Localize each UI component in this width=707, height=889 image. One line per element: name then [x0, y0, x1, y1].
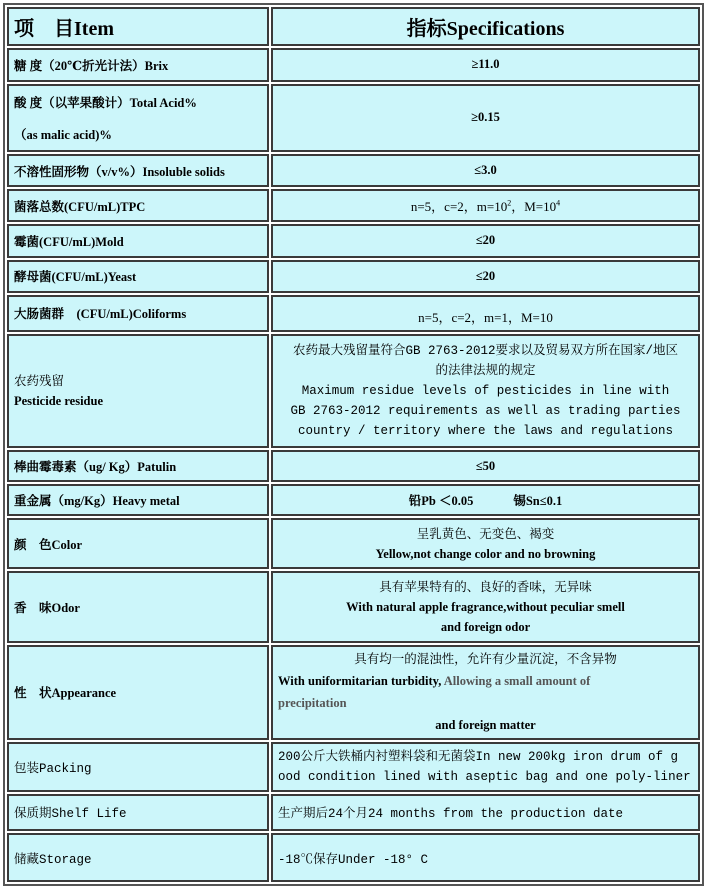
- spec-tpc: [271, 189, 700, 222]
- table-row: [7, 189, 700, 222]
- table-row: [7, 742, 700, 792]
- spec-tpc-big-m-exponent: 4: [556, 198, 561, 208]
- item-brix: 糖 度（20℃折光计法）Brix: [7, 48, 269, 81]
- item-acid-line2: （as malic acid)%: [14, 127, 112, 142]
- table-row: [7, 833, 700, 882]
- specification-table: [3, 3, 704, 886]
- spec-tpc-big-m: ，M=10: [511, 199, 557, 215]
- table-row: [7, 571, 700, 643]
- spec-odor-line3: and foreign odor: [440, 619, 531, 634]
- spec-appearance-line1: 具有均一的混浊性，允许有少量沉淀，不含异物: [354, 652, 617, 667]
- spec-yeast: ≤20: [271, 260, 700, 293]
- item-pesticide-line2: Pesticide residue: [14, 394, 103, 409]
- spec-odor-line2: With natural apple fragrance,without peculiar smell: [346, 599, 625, 614]
- table-row: [7, 260, 700, 293]
- spec-pesticide-line4: GB 2763-2012 requirements as well as trading parties: [290, 404, 681, 419]
- item-odor: 香 味Odor: [7, 571, 269, 643]
- header-item: 项 目Item: [7, 7, 269, 46]
- spec-appearance: [271, 645, 700, 740]
- spec-storage: -18℃保存Under -18° C: [271, 833, 700, 882]
- spec-pesticide-line5: country / territory where the laws and regulations: [297, 424, 674, 439]
- table-row: [7, 48, 700, 81]
- spec-heavy-metal: [271, 484, 700, 516]
- header-row: [7, 7, 700, 46]
- spec-shelf-life: 生产期后24个月24 months from the production date: [271, 794, 700, 831]
- table-row: [7, 450, 700, 482]
- table-row: [7, 295, 700, 332]
- table-row: [7, 334, 700, 448]
- spec-mold: ≤20: [271, 224, 700, 257]
- item-appearance: 性 状Appearance: [7, 645, 269, 740]
- spec-pesticide-line2: 的法律法规的规定: [435, 364, 536, 379]
- item-shelf-life: 保质期Shelf Life: [7, 794, 269, 831]
- spec-packing: [271, 742, 700, 792]
- item-pesticide: [7, 334, 269, 448]
- spec-pesticide-line1: 农药最大残留量符合GB 2763-2012要求以及贸易双方所在国家/地区: [292, 344, 679, 359]
- spec-color-line2: Yellow,not change color and no browning: [375, 546, 596, 561]
- item-color: 颜 色Color: [7, 518, 269, 569]
- spec-acid: ≥0.15: [271, 84, 700, 152]
- spec-appearance-line2a: With uniformitarian turbidity,: [278, 674, 444, 689]
- spec-color: [271, 518, 700, 569]
- spec-insoluble: ≤3.0: [271, 154, 700, 187]
- item-mold: 霉菌(CFU/mL)Mold: [7, 224, 269, 257]
- item-storage: 储藏Storage: [7, 833, 269, 882]
- item-coliforms: 大肠菌群 (CFU/mL)Coliforms: [7, 295, 269, 332]
- spec-odor-line1: 具有苹果特有的、良好的香味，无异味: [379, 579, 592, 594]
- spec-tpc-m: n=5，c=2，m=10: [410, 199, 508, 215]
- table-row: [7, 224, 700, 257]
- item-acid: [7, 84, 269, 152]
- table-row: [7, 484, 700, 516]
- item-acid-line1: 酸 度（以苹果酸计）Total Acid%: [14, 95, 197, 110]
- spec-odor: [271, 571, 700, 643]
- item-patulin: 棒曲霉毒素（ug/ Kg）Patulin: [7, 450, 269, 482]
- item-insoluble: 不溶性固形物（v/v%）Insoluble solids: [7, 154, 269, 187]
- spec-brix: ≥11.0: [271, 48, 700, 81]
- spec-color-line1: 呈乳黄色、无变色、褐变: [416, 526, 555, 541]
- spec-tpc-m-exponent: 2: [507, 198, 512, 208]
- item-yeast: 酵母菌(CFU/mL)Yeast: [7, 260, 269, 293]
- spec-appearance-line2: [278, 670, 693, 692]
- spec-pesticide: [271, 334, 700, 448]
- spec-pesticide-line3: Maximum residue levels of pesticides in line with: [301, 384, 670, 399]
- header-specifications: 指标Specifications: [271, 7, 700, 46]
- spec-appearance-line4: and foreign matter: [435, 718, 536, 733]
- item-tpc: 菌落总数(CFU/mL)TPC: [7, 189, 269, 222]
- table-row: [7, 84, 700, 152]
- table-row: [7, 518, 700, 569]
- table-row: [7, 154, 700, 187]
- item-packing: 包装Packing: [7, 742, 269, 792]
- item-pesticide-line1: 农药残留: [14, 374, 65, 389]
- spec-appearance-line3: precipitation: [278, 696, 347, 711]
- spec-patulin: ≤50: [271, 450, 700, 482]
- table-row: [7, 794, 700, 831]
- spec-appearance-line2b: Allowing a small amount of: [443, 674, 591, 689]
- spec-packing-line2: ood condition lined with aseptic bag and one poly-liner: [278, 769, 691, 784]
- table-row: [7, 645, 700, 740]
- spec-lead: 铅Pb ＜0.05: [408, 494, 474, 509]
- item-heavy-metal: 重金属（mg/Kg）Heavy metal: [7, 484, 269, 516]
- spec-packing-line1: 200公斤大铁桶内衬塑料袋和无菌袋In new 200kg iron drum of g: [278, 749, 679, 764]
- spec-tin: 锡Sn≤0.1: [513, 494, 563, 509]
- spec-coliforms: n=5，c=2，m=1，M=10: [271, 295, 700, 332]
